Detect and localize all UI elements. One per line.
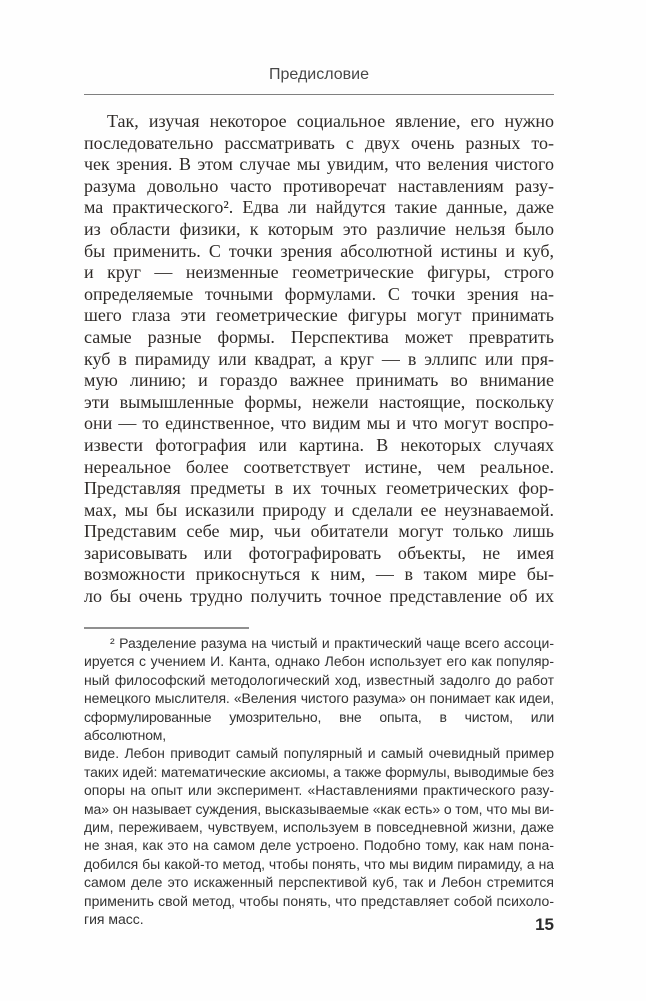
- text-line: и круг — неизменные геометрические фигуры, строго: [84, 262, 554, 283]
- text-line: ный философский методологический ход, известный задолго до работ: [84, 671, 554, 688]
- text-line: эти вымышленные формы, нежели настоящие, поскольку: [84, 391, 554, 412]
- text-line: таких идей: математические аксиомы, а также формулы, выводимые без: [84, 763, 554, 780]
- text-line: шего глаза эти геометрические фигуры могут принимать: [84, 305, 554, 326]
- text-line: Так, изучая некоторое социальное явление, его нужно: [107, 111, 554, 131]
- text-line: самом деле это искаженный перспективой куб, так и Лебон стремится: [84, 874, 554, 891]
- text-line: бы применить. С точки зрения абсолютной истины и куб,: [84, 240, 554, 261]
- text-line: ма практического². Едва ли найдутся такие данные, даже: [84, 197, 554, 218]
- footnote-block: [84, 634, 554, 929]
- footnote-separator-rule: [84, 627, 249, 629]
- text-line: дим, переживаем, чувствуем, используем в повседневной жизни, даже: [84, 819, 554, 836]
- text-line: куб в пирамиду или квадрат, а круг — в эллипс или пря-: [84, 348, 554, 369]
- text-line: из области физики, к которым это различие нельзя было: [84, 218, 554, 239]
- text-line: добился бы какой-то метод, чтобы понять, что мы видим пирамиду, а на: [84, 855, 554, 872]
- header-rule: [84, 94, 554, 95]
- text-line: самые разные формы. Перспектива может превратить: [84, 326, 554, 347]
- text-line: извести фотография или картина. В некоторых случаях: [84, 434, 554, 455]
- text-line: зарисовывать или фотографировать объекты, не имея: [84, 542, 554, 563]
- text-line: нереальное более соответствует истине, чем реальное.: [84, 456, 554, 477]
- text-line: ² Разделение разума на чистый и практический чаще всего ассоци-: [110, 635, 554, 651]
- text-line: гия масс.: [84, 911, 144, 928]
- text-line: определяемые точными формулами. С точки зрения на-: [84, 283, 554, 304]
- text-line: ируется с учением И. Канта, однако Лебон использует его как популяр-: [84, 653, 554, 670]
- text-line: Представляя предметы в их точных геометрических фор-: [84, 478, 554, 499]
- text-line: последовательно рассматривать с двух очень разных то-: [84, 132, 554, 153]
- text-line: возможности прикоснуться к ним, — в таком мире бы-: [84, 564, 554, 585]
- text-line: мах, мы бы исказили природу и сделали ее неузнаваемой.: [84, 499, 554, 520]
- text-line: ло бы очень трудно получить точное представление об их: [84, 586, 554, 607]
- text-line: не зная, как это на самом деле устроено. Подобно тому, как нам пона-: [84, 837, 554, 854]
- text-line: чек зрения. В этом случае мы увидим, что веления чистого: [84, 154, 554, 175]
- text-line: мую линию; и гораздо важнее принимать во внимание: [84, 370, 554, 391]
- page-number: 15: [535, 915, 554, 934]
- running-head-title: Предисловие: [269, 66, 369, 83]
- text-line: немецкого мыслителя. «Веления чистого разума» он понимает как идеи,: [84, 690, 554, 707]
- text-line: они — то единственное, что видим мы и что могут воспро-: [84, 413, 554, 434]
- body-paragraph: [84, 111, 554, 608]
- text-line: опоры на опыт или эксперимент. «Наставлениями практического разу-: [84, 782, 554, 799]
- text-line: Представим себе мир, чьи обитатели могут только лишь: [84, 521, 554, 542]
- text-line: сформулированные умозрительно, вне опыта, в чистом, или абсолютном,: [84, 708, 554, 744]
- text-line: разума довольно часто противоречат наставлениям разу-: [84, 175, 554, 196]
- text-line: применить свой метод, чтобы понять, что представляет собой психоло-: [84, 892, 554, 909]
- text-line: ма» он называет суждения, высказываемые «как есть» о том, что мы ви-: [84, 800, 554, 817]
- text-line: виде. Лебон приводит самый популярный и самый очевидный пример: [84, 745, 554, 762]
